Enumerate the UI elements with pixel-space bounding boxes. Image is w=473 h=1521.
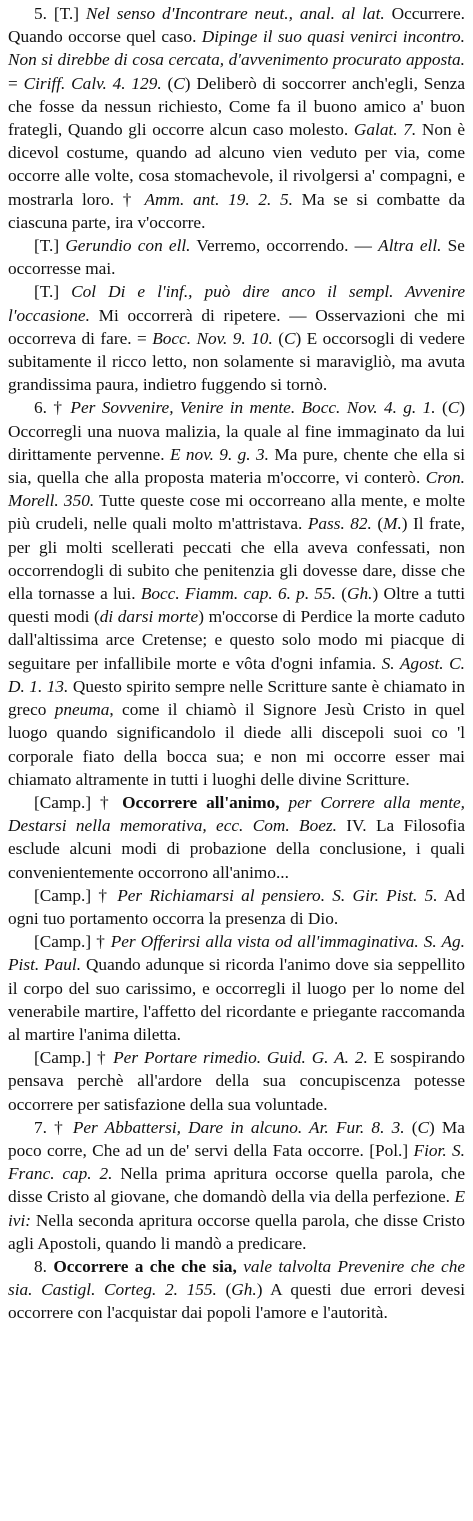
body-text: ) Occorregli una nuova malizia, la quale al fine immaginato da lui dirittamente pervenne. (8, 398, 465, 464)
italic-text: Galat. 7. (353, 120, 417, 140)
body-text: , come il chiamò il Signore Jesù Cristo in quel luogo quando significandolo il diede alli discepoli suoi co 'l corporale fiato della bocca sua; e non mi occorre esser mai chiamato altramente in tutti i luoghi delle divine Scritture. (8, 700, 465, 789)
body-text: IV. La Filosofia esclude alcuni modi di probazione della conclusione, i quali convenientemente occorrono all'animo... (8, 816, 465, 882)
entry-paragraph (8, 234, 465, 280)
body-text: [Camp.] † (34, 792, 123, 812)
italic-text: Gerundio con ell. (65, 236, 191, 256)
body-text: ( (336, 584, 348, 604)
italic-text: Altra ell. (378, 236, 442, 256)
body-text: Se occorresse mai. (8, 236, 465, 279)
entry-paragraph (8, 791, 465, 884)
italic-text: E ivi: (8, 1187, 465, 1230)
entry-paragraph (8, 1255, 465, 1325)
body-text: ) m'occorse di Perdice la morte caduto dall'altissima arce Cretense; e questo solo modo mi piacque di seguitare per infallibile morte e vôta d'ogni infamia. (8, 607, 465, 673)
italic-text: E nov. 9. g. 3. (169, 444, 269, 464)
italic-text: Per Abbattersi, Dare in alcuno. Ar. Fur. 8. 3. (72, 1117, 405, 1137)
entry-paragraph (8, 396, 465, 790)
body-text: 6. † (34, 398, 71, 418)
body-text: ( (371, 514, 384, 534)
body-text: Nella prima apritura occorse quella parola, che disse Cristo al giovane, che domandò della via della perfezione. (8, 1164, 465, 1207)
italic-text: C (173, 73, 185, 93)
italic-text: Gh. (347, 584, 373, 604)
body-text: Quando adunque si ricorda l'animo dove sia seppellito il corpo del suo carissimo, e occorregli il luogo per lo nome del venerabile martire, l'affetto del ricordante e priegante raccomanda al martire l'anima diletta. (8, 955, 466, 1044)
body-text: ) Deliberò di soccorrer anch'egli, Senza che fosse da nessun richiesto, Come fa il buono amico a' buon frategli, Quando gli occorre alcun caso molesto. (8, 73, 465, 140)
body-text: ( (216, 1280, 232, 1300)
italic-text: Nel senso d'Incontrare neut., anal. al lat. (85, 4, 385, 23)
body-text: E sospirando pensava perchè all'ardore della sua concupiscenza potesse occorrere per satisfazione della sua voluntade. (8, 1048, 466, 1114)
body-text: [Camp.] † (34, 932, 111, 952)
italic-text: C (447, 398, 460, 418)
italic-text: Dipinge il suo quasi venirci incontro. Non si direbbe di cosa cercata, d'avvenimento procurato apposta. (8, 27, 466, 70)
bold-headword: Occorrere a che che sia, (53, 1256, 237, 1276)
entry-paragraph (8, 884, 465, 930)
body-text: 5. [T.] (34, 4, 86, 23)
entry-paragraph (8, 2, 465, 234)
body-text: [Camp.] † (34, 885, 118, 905)
body-text: Tutte queste cose mi occorreano alla mente, e molte più crudeli, nelle quali molto m'attristava. (8, 491, 465, 534)
body-text: [T.] (34, 282, 72, 302)
body-text: Verremo, occorrendo. — (190, 236, 379, 256)
italic-text: Per Portare rimedio. Guid. G. A. 2. (113, 1048, 368, 1068)
bold-headword: Occorrere all'animo, (122, 792, 280, 812)
body-text: Mi occorrerà di ripetere. — Osservazioni che mi occorreva di fare. = (8, 305, 465, 348)
italic-text: vale talvolta Prevenire che che sia. Castigl. Corteg. 2. 155. (8, 1256, 466, 1300)
body-text: Occurrere. Quando occorse quel caso. (8, 4, 465, 47)
italic-text: Pass. 82. (307, 514, 372, 534)
italic-text: S. Agost. C. D. 1. 13. (8, 653, 465, 696)
entry-paragraph (8, 930, 465, 1046)
body-text: 7. † (34, 1117, 73, 1137)
body-text: Ad ogni tuo portamento occorra la presenza di Dio. (8, 885, 465, 928)
body-text: Nella seconda apritura occorse quella parola, che disse Cristo agli Apostoli, quando li mandò a predicare. (8, 1210, 465, 1253)
italic-text: per Correre alla mente, Destarsi nella memorativa, ecc. Com. Boez. (8, 792, 465, 836)
italic-text: Ciriff. Calv. 4. 129. (23, 73, 162, 93)
entry-paragraph (8, 1116, 465, 1255)
body-text: ) Oltre a tutti questi modi ( (8, 584, 465, 627)
body-text: Non è dicevol costume, quando ad alcuno vien veduto per via, come occorre alle volte, cosa stomachevole, il rivolgersi a' compagni, e mostrarla loro. † (8, 120, 466, 209)
body-text: Ma se si combatte da ciascuna parte, ira v'occorre. (8, 189, 465, 232)
body-text: Ma pure, chente che ella si sia, quella che alla proposta materia m'occorre, vi conterò. (8, 444, 465, 488)
italic-text: Gh. (231, 1280, 257, 1300)
body-text: ( (404, 1117, 418, 1137)
body-text: [T.] (34, 236, 66, 256)
entry-paragraph (8, 1046, 465, 1116)
body-text: = (8, 73, 24, 93)
italic-text: Per Sovvenire, Venire in mente. Bocc. Nov. 4. g. 1. (70, 398, 436, 418)
italic-text: C (283, 328, 296, 348)
body-text: [Camp.] † (34, 1048, 114, 1068)
italic-text: Per Richiamarsi al pensiero. S. Gir. Pist. 5. (117, 885, 438, 905)
italic-text: pneuma (54, 700, 110, 720)
body-text: ( (272, 328, 284, 348)
body-text: 8. (34, 1256, 54, 1276)
italic-text: Bocc. Fiamm. cap. 6. p. 55. (140, 584, 336, 604)
body-text: ( (161, 73, 174, 93)
body-text: ( (435, 398, 448, 418)
italic-text: M. (383, 514, 402, 534)
italic-text: C (417, 1117, 429, 1137)
body-text: Questo spirito sempre nelle Scritture sante è chiamato in greco (8, 676, 465, 720)
italic-text: Amm. ant. 19. 2. 5. (144, 189, 293, 209)
body-text: ) Ma poco corre, Che ad un de' servi della Fata occorre. [Pol.] (8, 1117, 465, 1160)
italic-text: Col Di e l'inf., può dire anco il sempl. Avvenire l'occasione. (8, 282, 465, 325)
body-text: ) A questi due errori devesi occorrere con l'acquistar dai popoli l'amore e l'autorità. (8, 1280, 465, 1323)
italic-text: di darsi morte (99, 607, 199, 627)
entry-paragraph (8, 280, 465, 396)
body-text: ) Il frate, per gli molti scellerati peccati che ella aveva confessati, non occorrendogli di subito che penitenzia gli dovesse dare, disse che ella tornasse a lui. (8, 514, 465, 604)
italic-text: Cron. Morell. 350. (8, 468, 465, 511)
italic-text: Bocc. Nov. 9. 10. (152, 328, 273, 348)
italic-text: Fior. S. Franc. cap. 2. (8, 1140, 465, 1184)
body-text: ) E occorsogli di vedere subitamente il ricco letto, non solamente si maravigliò, ma avuta grandissima paura, indietro fuggendo si tornò. (8, 328, 465, 395)
italic-text: Per Offerirsi alla vista od all'immaginativa. S. Ag. Pist. Paul. (8, 932, 466, 975)
